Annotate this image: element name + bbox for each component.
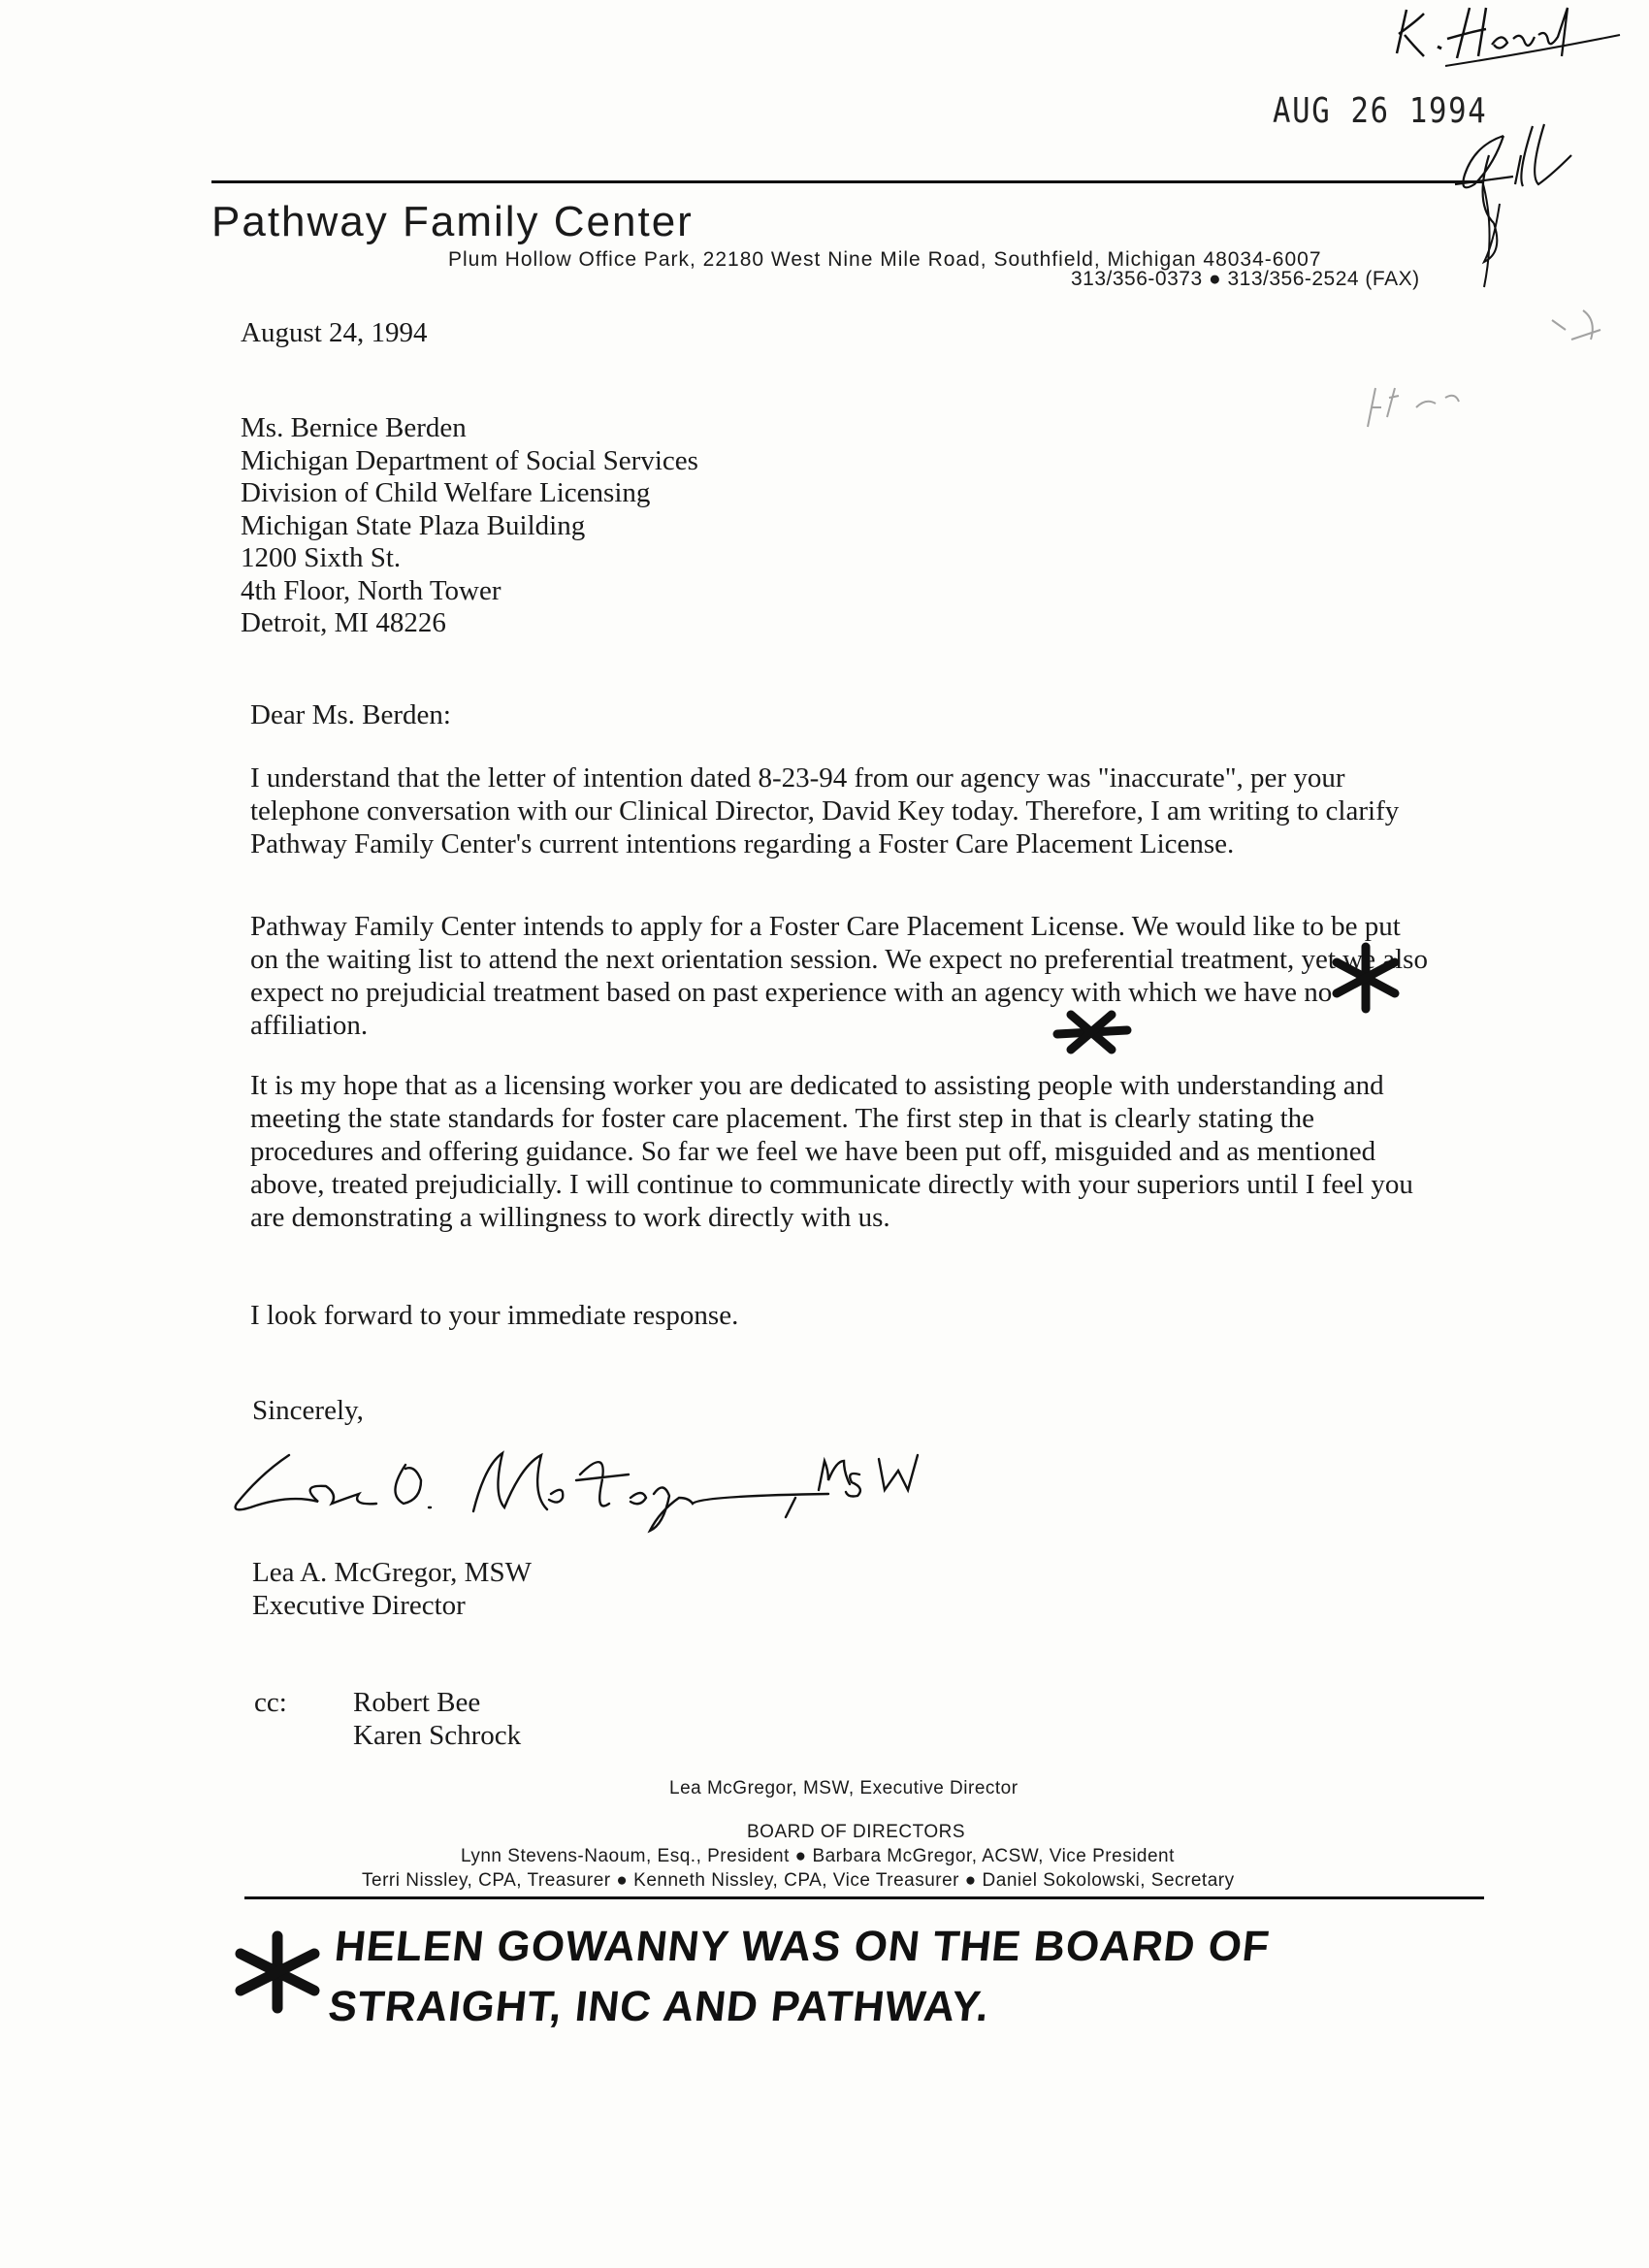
organization-name: Pathway Family Center xyxy=(211,198,694,245)
recipient-line: Detroit, MI 48226 xyxy=(241,607,446,638)
footer-executive: Lea McGregor, MSW, Executive Director xyxy=(669,1778,1018,1798)
signer-title: Executive Director xyxy=(252,1590,466,1621)
letterhead-top-rule xyxy=(211,180,1482,183)
letterhead-address: Plum Hollow Office Park, 22180 West Nine Mile Road, Southfield, Michigan 48034-6007 xyxy=(448,248,1322,271)
footer-board-line: Terri Nissley, CPA, Treasurer ● Kenneth Nissley, CPA, Vice Treasurer ● Daniel Sokolowski, Secretary xyxy=(362,1870,1235,1891)
recipient-line: 4th Floor, North Tower xyxy=(241,574,501,606)
recipient-line: 1200 Sixth St. xyxy=(241,542,402,573)
footer-board-line: Lynn Stevens-Naoum, Esq., President ● Barbara McGregor, ACSW, Vice President xyxy=(461,1846,1175,1866)
handwritten-note xyxy=(325,1917,1273,2037)
received-date-stamp: AUG 26 1994 xyxy=(1273,91,1488,131)
letter-date: August 24, 1994 xyxy=(241,317,428,348)
cc-list xyxy=(353,1686,521,1752)
body-paragraph: I understand that the letter of intention dated 8-23-94 from our agency was "inaccurate", per your telephone conversation with our Clinical Director, David Key today. Therefore, I am writing to clarify Pathway Family Center's current intentions regarding a Foster Care Placement License. xyxy=(250,762,1400,859)
recipient-address xyxy=(241,412,698,640)
handwritten-note-line: STRAIGHT, INC AND PATHWAY. xyxy=(326,1983,992,2030)
letterhead-bracket xyxy=(1463,180,1502,297)
handwritten-note-line: HELEN GOWANNY WAS ON THE BOARD OF xyxy=(332,1923,1273,1970)
letterhead-phone: 313/356-0373 ● 313/356-2524 (FAX) xyxy=(1071,268,1420,290)
recipient-line: Michigan State Plaza Building xyxy=(241,509,586,541)
recipient-line: Michigan Department of Social Services xyxy=(241,444,698,476)
asterisk-mark-icon xyxy=(1327,939,1405,1017)
footer-rule xyxy=(244,1896,1484,1899)
cc-label: cc: xyxy=(254,1687,287,1718)
asterisk-mark-icon xyxy=(1048,1005,1135,1059)
footer-board-title: BOARD OF DIRECTORS xyxy=(747,1822,966,1842)
cc-recipient: Robert Bee xyxy=(353,1687,481,1718)
cc-recipient: Karen Schrock xyxy=(353,1720,522,1751)
recipient-line: Division of Child Welfare Licensing xyxy=(241,477,651,508)
handwritten-signature xyxy=(231,1426,968,1542)
faint-stamp-mark xyxy=(1358,291,1610,437)
body-paragraph: I look forward to your immediate response. xyxy=(250,1300,739,1331)
closing: Sincerely, xyxy=(252,1395,364,1426)
asterisk-mark-icon xyxy=(229,1928,326,2016)
body-paragraph: It is my hope that as a licensing worker you are dedicated to assisting people with understanding and meeting the state standards for foster care placement. The first step in that is clearly stating the procedures and offering guidance. So far we feel we have been put off, misguided and as mentioned above, treated prejudicially. I will continue to communicate directly with your superiors until I feel you are demonstrating a willingness to work directly with us. xyxy=(250,1070,1413,1233)
body-paragraph: Pathway Family Center intends to apply for a Foster Care Placement License. We would like to be put on the waiting list to attend the next orientation session. We expect no preferential treatment, yet we also expect no prejudicial treatment based on past experience with an agency with which we have no affiliation. xyxy=(250,911,1428,1041)
recipient-line: Ms. Bernice Berden xyxy=(241,412,467,443)
signer-name: Lea A. McGregor, MSW xyxy=(252,1557,532,1588)
salutation: Dear Ms. Berden: xyxy=(250,699,451,730)
handwritten-name xyxy=(1377,0,1630,78)
